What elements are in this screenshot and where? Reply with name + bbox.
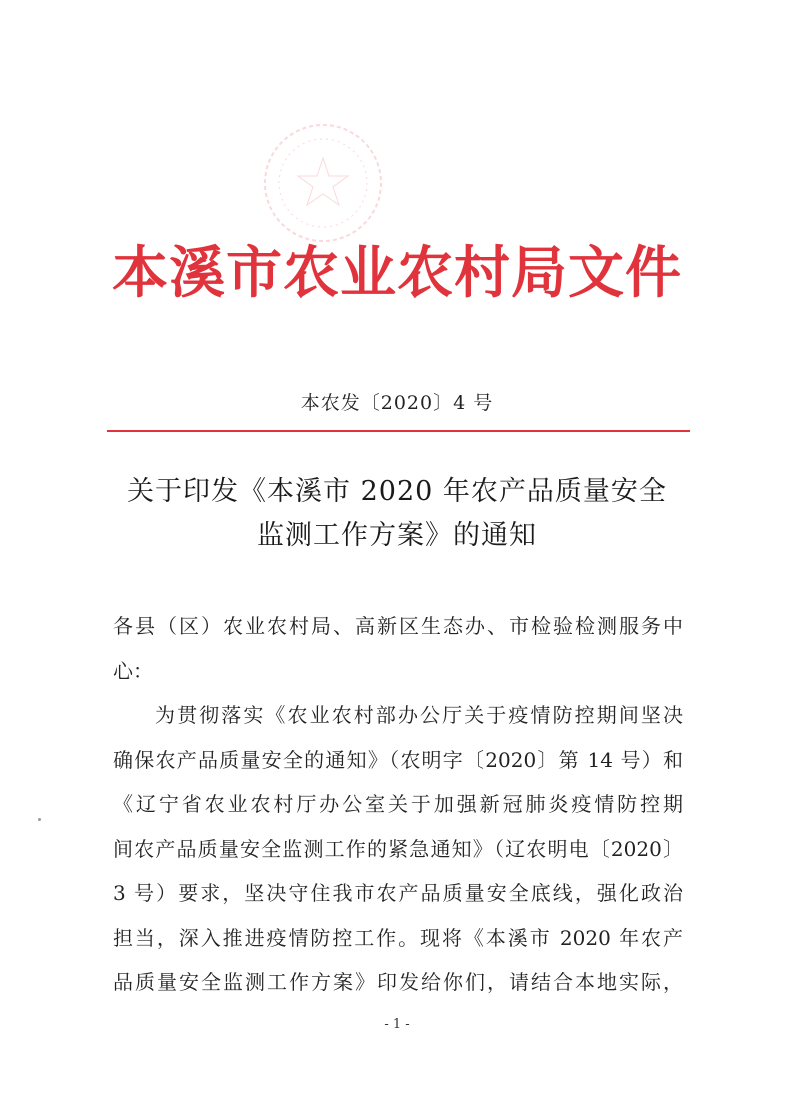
body-line: 各县（区）农业农村局、高新区生态办、市检验检测服务中 [113,614,683,638]
notice-title [110,470,684,558]
body-line: 品质量安全监测工作方案》印发给你们，请结合本地实际， [113,970,683,994]
body-line: 间农产品质量安全监测工作的紧急通知》（辽农明电〔2020〕 [113,836,683,861]
body-line: 为贯彻落实《农业农村部办公厅关于疫情防控期间坚决 [155,703,683,727]
body-line: 担当，深入推进疫情防控工作。现将《本溪市 2020 年农产 [113,925,683,950]
page-number: - 1 - [384,1017,410,1032]
body-line: 《辽宁省农业农村厅办公室关于加强新冠肺炎疫情防控期 [113,792,683,816]
body-text [113,604,683,1005]
notice-title-line-1: 关于印发《本溪市 2020 年农产品质量安全 [127,476,667,507]
body-line: 确保农产品质量安全的通知》（农明字〔2020〕第 14 号）和 [113,747,683,772]
notice-title-line-2: 监测工作方案》的通知 [257,520,537,551]
document-number: 本农发〔2020〕4 号 [300,392,494,414]
body-line: 3 号）要求，坚决守住我市农产品质量安全底线，强化政治 [113,881,683,905]
margin-speck [38,818,41,821]
faint-seal-icon [228,118,418,248]
red-divider [107,430,690,432]
body-line: 心： [113,658,153,683]
issuing-authority-title: 本溪市农业农村局文件 [112,241,682,306]
